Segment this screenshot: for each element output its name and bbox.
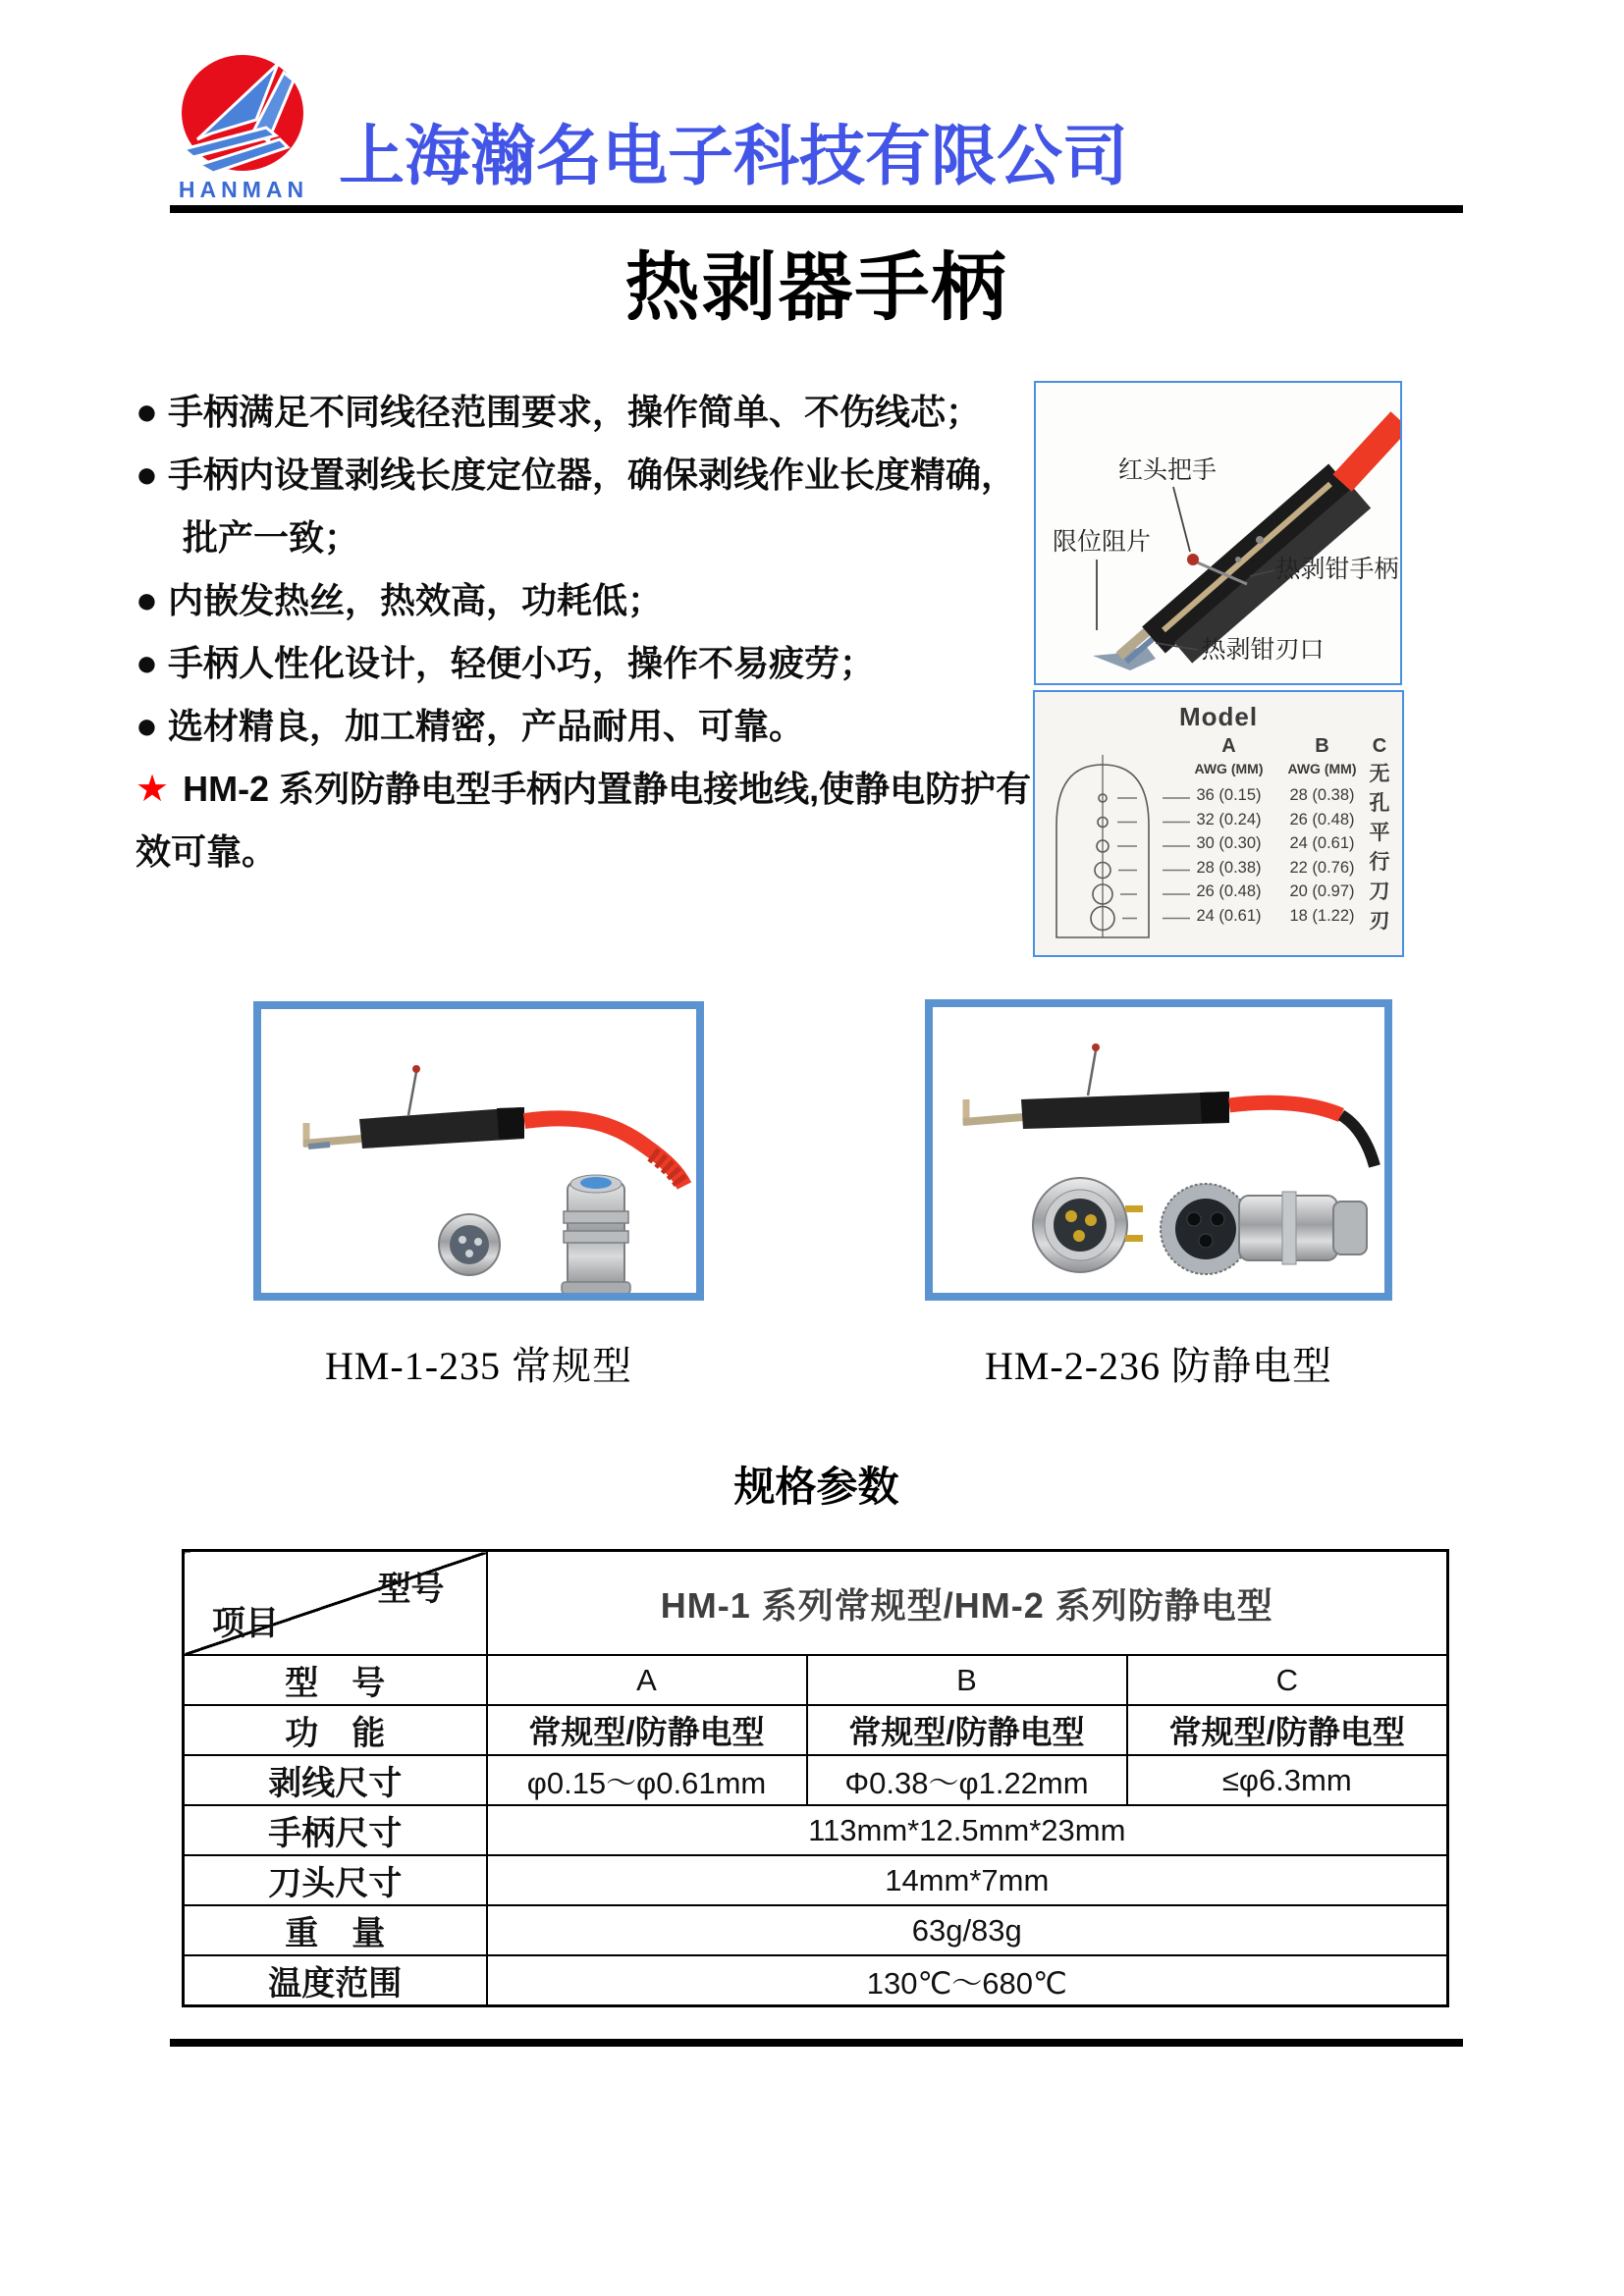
spec-cell: A [487, 1655, 807, 1705]
feature-bullet: ● 手柄满足不同线径范围要求，操作简单、不伤线芯； [135, 392, 981, 433]
model-chart-title: Model [1178, 702, 1259, 731]
spec-row-label: 剥线尺寸 [184, 1755, 487, 1805]
spec-corner-cell [184, 1551, 487, 1656]
spec-row-label: 重 量 [184, 1905, 487, 1955]
spec-row-label: 刀头尺寸 [184, 1855, 487, 1905]
company-name: 上海瀚名电子科技有限公司 [339, 121, 1128, 193]
spec-row-label: 手柄尺寸 [184, 1805, 487, 1855]
spec-row [184, 1855, 1448, 1905]
connector-small [439, 1214, 500, 1275]
caption-standard-model: HM-1-235 常规型 [324, 1344, 633, 1388]
blade-hole-diagram [1047, 749, 1204, 945]
spec-row-label: 功 能 [184, 1705, 487, 1755]
model-grid [1182, 735, 1369, 931]
bullet-icon: ● [135, 454, 158, 496]
model-value-a: 36 (0.15) [1196, 786, 1262, 804]
spec-cell: C [1127, 1655, 1448, 1705]
model-value-b: 28 (0.38) [1289, 786, 1355, 804]
model-value-a: 32 (0.24) [1196, 810, 1262, 828]
model-col-b-header: B [1315, 735, 1329, 757]
model-value-b: 24 (0.61) [1289, 834, 1355, 852]
spec-cell: 常规型/防静电型 [487, 1705, 807, 1755]
bullet-icon: ● [135, 706, 158, 747]
spec-cell: φ0.15～φ0.61mm [487, 1755, 807, 1805]
model-col-c-header: C [1372, 735, 1387, 757]
model-value-b: 20 (0.97) [1289, 882, 1355, 900]
bullet-icon: ● [135, 580, 158, 621]
bullet-icon: ● [135, 643, 158, 684]
connector-female [1161, 1184, 1367, 1274]
feature-bullet: ● 手柄人性化设计，轻便小巧，操作不易疲劳； [135, 643, 875, 684]
caption-esd-model: HM-2-236 防静电型 [984, 1344, 1333, 1388]
spec-table-body [184, 1551, 1448, 2006]
model-c-column [1365, 735, 1394, 933]
feature-bullet: ● 内嵌发热丝，热效高，功耗低； [135, 580, 663, 621]
feature-bullet: ● 选材精良，加工精密，产品耐用、可靠。 [135, 706, 804, 747]
bullet-icon: ● [135, 392, 158, 433]
page-title: 热剥器手柄 [624, 246, 1008, 330]
callout-label-limit-plate: 限位阻片 [1052, 528, 1152, 556]
callout-label-plier-handle: 热剥钳手柄 [1275, 556, 1399, 583]
spec-row [184, 1905, 1448, 1955]
model-c-char: 刃 [1369, 910, 1390, 933]
spec-row [184, 1755, 1448, 1805]
stripper-photo-illustration-1 [261, 1009, 696, 1293]
spec-header-row [184, 1551, 1448, 1656]
feature-bullet: ● 手柄内设置剥线长度定位器，确保剥线作业长度精确，批产一致； [135, 454, 1016, 558]
star-icon: ★ [135, 769, 170, 810]
spec-row [184, 1705, 1448, 1755]
model-value-b: 18 (1.22) [1289, 906, 1355, 925]
spec-cell: 常规型/防静电型 [807, 1705, 1127, 1755]
spec-section-heading: 规格参数 [733, 1464, 899, 1510]
model-value-b: 22 (0.76) [1289, 858, 1355, 877]
spec-cell-span: 113mm*12.5mm*23mm [487, 1805, 1448, 1855]
logo-wordmark: HANMAN [178, 177, 309, 202]
connector-male [1033, 1178, 1143, 1272]
spec-row [184, 1655, 1448, 1705]
product-photo-esd [925, 999, 1392, 1301]
feature-list [135, 381, 1058, 883]
spec-table [182, 1549, 1449, 2007]
corner-label-item: 项目 [212, 1605, 279, 1642]
spec-row [184, 1805, 1448, 1855]
spec-series-header: HM-1 系列常规型/HM-2 系列防静电型 [487, 1551, 1448, 1656]
spec-cell-span: 14mm*7mm [487, 1855, 1448, 1905]
spec-cell: 常规型/防静电型 [1127, 1705, 1448, 1755]
model-c-char: 行 [1369, 851, 1390, 874]
stripper-tool-horizontal [303, 1065, 684, 1186]
model-chart-box [1033, 690, 1404, 957]
spec-cell-span: 130℃～680℃ [487, 1955, 1448, 2006]
star-note [135, 758, 1058, 883]
star-note-text: HM-2 系列防静电型手柄内置静电接地线,使静电防护有效可靠。 [135, 769, 1032, 872]
callout-label-red-head: 红头把手 [1117, 456, 1218, 484]
model-value-a: 30 (0.30) [1196, 834, 1262, 852]
spec-cell: Φ0.38～φ1.22mm [807, 1755, 1127, 1805]
spec-cell: ≤φ6.3mm [1127, 1755, 1448, 1805]
spec-cell-span: 63g/83g [487, 1905, 1448, 1955]
company-logo [182, 55, 303, 175]
model-c-char: 平 [1369, 822, 1390, 844]
model-value-a: 28 (0.38) [1196, 858, 1262, 877]
header-rule [170, 205, 1463, 213]
stripper-photo-illustration-2 [933, 1007, 1384, 1293]
model-value-a: 24 (0.61) [1196, 906, 1262, 925]
callout-figure-box [1034, 381, 1402, 685]
callout-label-plier-blade: 热剥钳刃口 [1201, 636, 1325, 664]
model-value-a: 26 (0.48) [1196, 882, 1262, 900]
model-col-a-header: A [1221, 735, 1236, 757]
spec-row-label: 型 号 [184, 1655, 487, 1705]
red-cable [1342, 420, 1400, 483]
spec-cell: B [807, 1655, 1127, 1705]
spec-row [184, 1955, 1448, 2006]
model-c-char: 刀 [1369, 881, 1390, 903]
stripper-callout-illustration [1036, 383, 1400, 683]
spec-row-label: 温度范围 [184, 1955, 487, 2006]
corner-label-model: 型号 [377, 1571, 445, 1608]
connector-large [562, 1175, 630, 1293]
footer-rule [170, 2039, 1463, 2047]
model-awg-header: AWG (MM) [1287, 761, 1357, 776]
model-c-char: 孔 [1369, 792, 1390, 815]
model-c-char: 无 [1369, 763, 1390, 785]
stripper-tool-horizontal [963, 1043, 1375, 1166]
model-awg-header: AWG (MM) [1194, 761, 1264, 776]
red-head-pin [1187, 554, 1199, 565]
model-value-b: 26 (0.48) [1289, 810, 1355, 828]
product-photo-standard [253, 1001, 704, 1301]
